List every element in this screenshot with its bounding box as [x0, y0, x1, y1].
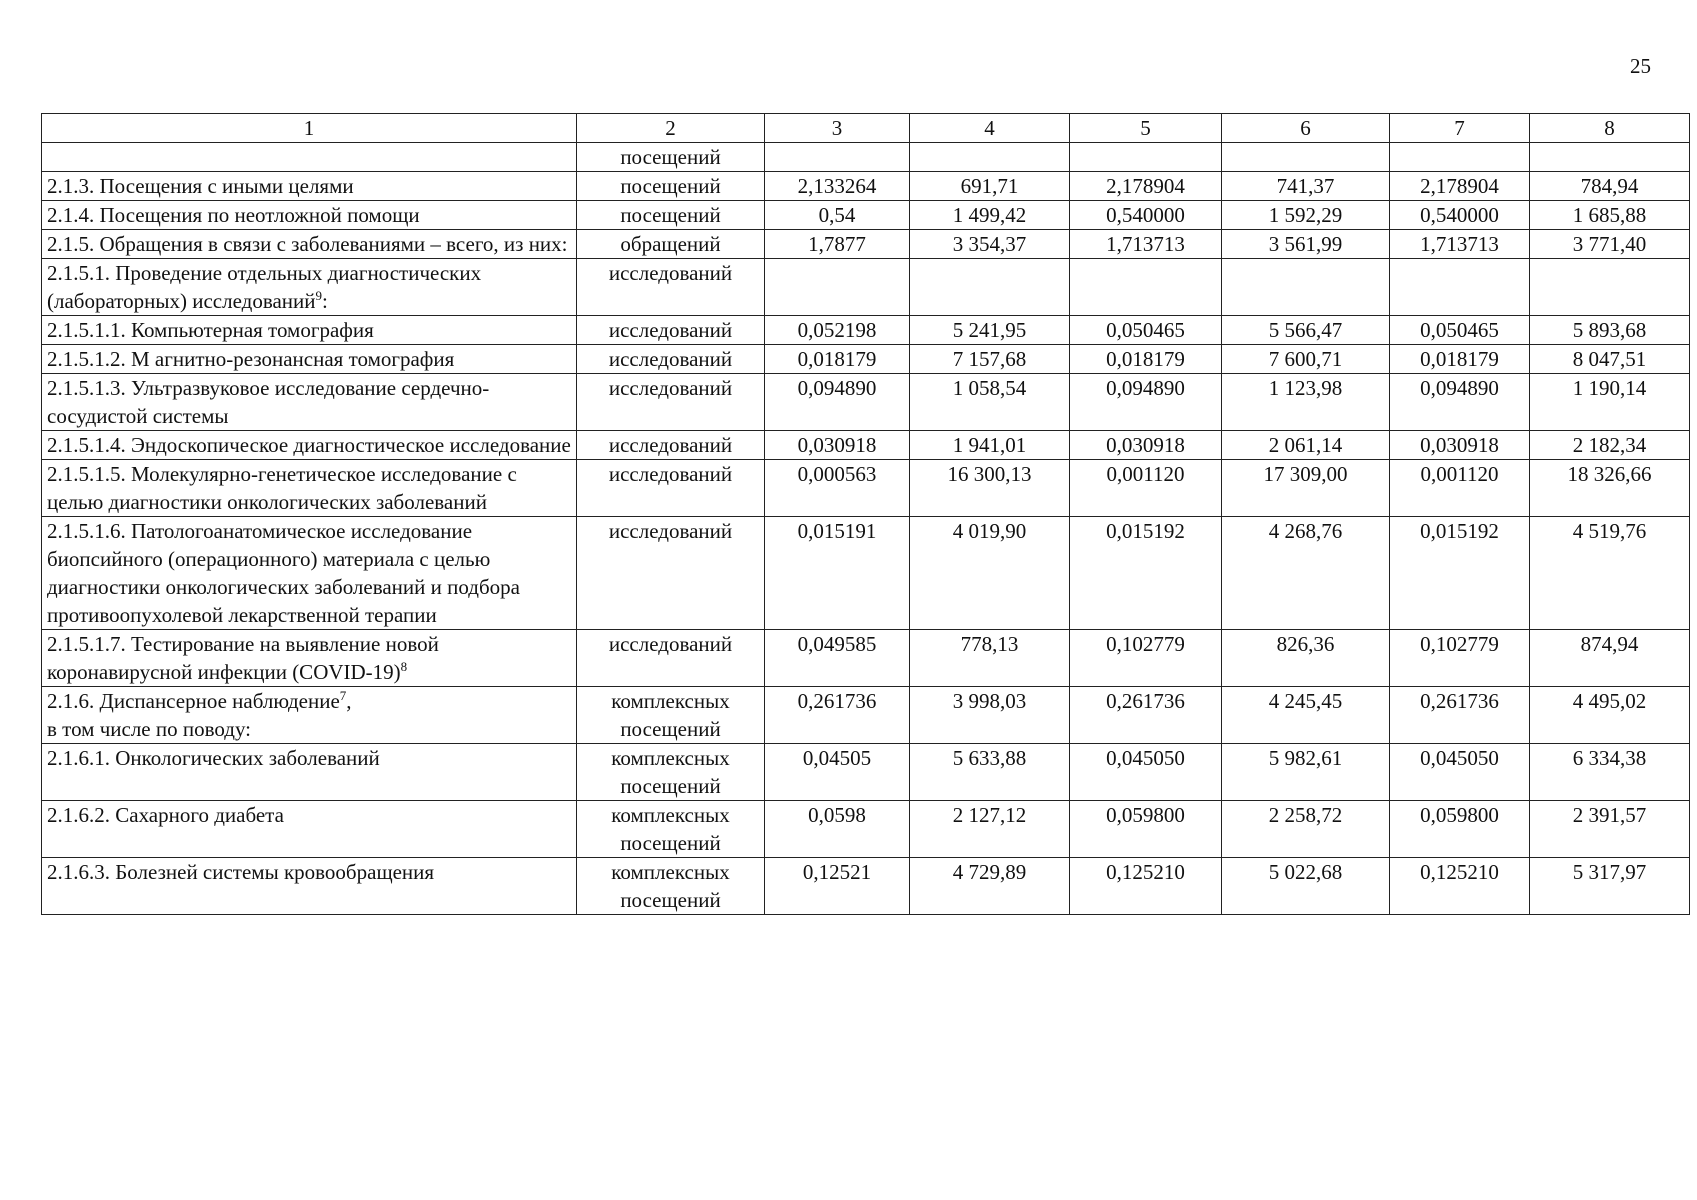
row-unit-cell: посещений — [577, 201, 765, 230]
table-body — [42, 143, 1690, 915]
column-header: 2 — [577, 114, 765, 143]
row-name-cell — [42, 230, 577, 259]
value-cell: 1 058,54 — [910, 374, 1070, 431]
table-row — [42, 460, 1690, 517]
row-unit-cell: посещений — [577, 172, 765, 201]
row-unit-cell: обращений — [577, 230, 765, 259]
page-number: 25 — [1630, 54, 1651, 78]
value-cell: 741,37 — [1222, 172, 1390, 201]
value-cell: 0,018179 — [1070, 345, 1222, 374]
row-name: 2.1.6.2. Сахарного диабета — [47, 803, 284, 827]
column-header: 8 — [1530, 114, 1690, 143]
column-header: 6 — [1222, 114, 1390, 143]
header-row — [42, 114, 1690, 143]
value-cell: 17 309,00 — [1222, 460, 1390, 517]
value-cell: 1 685,88 — [1530, 201, 1690, 230]
value-cell: 0,030918 — [765, 431, 910, 460]
value-cell: 6 334,38 — [1530, 744, 1690, 801]
table-row — [42, 230, 1690, 259]
value-cell: 1,7877 — [765, 230, 910, 259]
table-row — [42, 801, 1690, 858]
value-cell: 5 893,68 — [1530, 316, 1690, 345]
value-cell: 4 268,76 — [1222, 517, 1390, 630]
table-row — [42, 316, 1690, 345]
value-cell: 0,125210 — [1070, 858, 1222, 915]
value-cell: 0,030918 — [1390, 431, 1530, 460]
row-unit-cell: исследований — [577, 259, 765, 316]
row-name: 2.1.6.1. Онкологических заболеваний — [47, 746, 380, 770]
value-cell: 2 127,12 — [910, 801, 1070, 858]
row-unit-cell: комплексных посещений — [577, 858, 765, 915]
row-unit-cell: исследований — [577, 316, 765, 345]
row-name: 2.1.6. Диспансерное наблюдение — [47, 689, 340, 713]
row-name: 2.1.5.1.7. Тестирование на выявление новой коронавирусной инфекции (COVID-19) — [47, 632, 439, 684]
value-cell: 3 561,99 — [1222, 230, 1390, 259]
value-cell: 1 190,14 — [1530, 374, 1690, 431]
row-unit-cell: исследований — [577, 630, 765, 687]
value-cell: 826,36 — [1222, 630, 1390, 687]
row-name-cell — [42, 801, 577, 858]
row-name-cell — [42, 517, 577, 630]
table-row — [42, 374, 1690, 431]
value-cell — [1390, 143, 1530, 172]
value-cell: 1 941,01 — [910, 431, 1070, 460]
value-cell: 2 182,34 — [1530, 431, 1690, 460]
value-cell: 18 326,66 — [1530, 460, 1690, 517]
row-unit-cell: посещений — [577, 143, 765, 172]
row-name-cell — [42, 345, 577, 374]
table-row — [42, 517, 1690, 630]
value-cell: 1 499,42 — [910, 201, 1070, 230]
row-name: 2.1.5.1.4. Эндоскопическое диагностическое исследование — [47, 433, 571, 457]
value-cell — [910, 143, 1070, 172]
value-cell: 0,261736 — [1390, 687, 1530, 744]
value-cell: 0,54 — [765, 201, 910, 230]
value-cell: 5 982,61 — [1222, 744, 1390, 801]
table-row — [42, 259, 1690, 316]
row-unit-cell: исследований — [577, 431, 765, 460]
column-header: 5 — [1070, 114, 1222, 143]
value-cell — [765, 259, 910, 316]
value-cell: 0,001120 — [1390, 460, 1530, 517]
value-cell: 7 157,68 — [910, 345, 1070, 374]
value-cell: 784,94 — [1530, 172, 1690, 201]
row-name-cell — [42, 143, 577, 172]
value-cell — [910, 259, 1070, 316]
value-cell: 0,04505 — [765, 744, 910, 801]
row-name-suffix: , — [346, 689, 352, 713]
table-row — [42, 687, 1690, 744]
value-cell: 0,094890 — [765, 374, 910, 431]
column-header: 1 — [42, 114, 577, 143]
row-name-cell — [42, 630, 577, 687]
value-cell: 0,261736 — [765, 687, 910, 744]
value-cell: 0,261736 — [1070, 687, 1222, 744]
value-cell: 1,713713 — [1390, 230, 1530, 259]
row-name: 2.1.4. Посещения по неотложной помощи — [47, 203, 420, 227]
value-cell: 4 495,02 — [1530, 687, 1690, 744]
row-name-cell — [42, 316, 577, 345]
row-name: 2.1.5.1.2. М агнитно-резонансная томография — [47, 347, 455, 371]
value-cell: 0,052198 — [765, 316, 910, 345]
value-cell: 1,713713 — [1070, 230, 1222, 259]
value-cell: 2,178904 — [1390, 172, 1530, 201]
value-cell: 0,102779 — [1390, 630, 1530, 687]
value-cell: 4 245,45 — [1222, 687, 1390, 744]
value-cell: 691,71 — [910, 172, 1070, 201]
value-cell: 3 771,40 — [1530, 230, 1690, 259]
value-cell: 4 019,90 — [910, 517, 1070, 630]
value-cell: 0,018179 — [765, 345, 910, 374]
table-row — [42, 858, 1690, 915]
data-table — [41, 113, 1690, 915]
table-row — [42, 345, 1690, 374]
row-unit-cell: исследований — [577, 345, 765, 374]
value-cell: 4 519,76 — [1530, 517, 1690, 630]
row-unit-cell: комплексных посещений — [577, 801, 765, 858]
value-cell — [1070, 259, 1222, 316]
value-cell — [1070, 143, 1222, 172]
value-cell: 5 633,88 — [910, 744, 1070, 801]
row-name: 2.1.5.1.5. Молекулярно-генетическое исследование с целью диагностики онкологических заболеваний — [47, 462, 517, 514]
value-cell: 0,015192 — [1070, 517, 1222, 630]
value-cell: 4 729,89 — [910, 858, 1070, 915]
value-cell: 2,133264 — [765, 172, 910, 201]
value-cell — [765, 143, 910, 172]
row-unit-cell: исследований — [577, 460, 765, 517]
value-cell — [1222, 259, 1390, 316]
value-cell: 5 241,95 — [910, 316, 1070, 345]
row-name-cell — [42, 201, 577, 230]
row-name: 2.1.5.1.6. Патологоанатомическое исследование биопсийного (операционного) материала с целью диагностики онкологических заболеваний и подбора противоопухолевой лекарственной терапии — [47, 519, 520, 627]
row-name: 2.1.3. Посещения с иными целями — [47, 174, 354, 198]
row-name: 2.1.5. Обращения в связи с заболеваниями – всего, из них: — [47, 232, 568, 256]
table-row — [42, 630, 1690, 687]
value-cell: 3 354,37 — [910, 230, 1070, 259]
table-row — [42, 744, 1690, 801]
value-cell: 3 998,03 — [910, 687, 1070, 744]
row-name: 2.1.5.1.3. Ультразвуковое исследование сердечно-сосудистой системы — [47, 376, 490, 428]
value-cell — [1222, 143, 1390, 172]
row-name-cell — [42, 858, 577, 915]
value-cell: 0,059800 — [1390, 801, 1530, 858]
table-row — [42, 431, 1690, 460]
row-name-cell — [42, 460, 577, 517]
value-cell: 0,015191 — [765, 517, 910, 630]
value-cell: 0,094890 — [1390, 374, 1530, 431]
value-cell: 2,178904 — [1070, 172, 1222, 201]
column-header: 7 — [1390, 114, 1530, 143]
row-name-cell — [42, 259, 577, 316]
value-cell: 0,0598 — [765, 801, 910, 858]
row-name-cell — [42, 374, 577, 431]
value-cell: 0,059800 — [1070, 801, 1222, 858]
row-name-cell — [42, 172, 577, 201]
value-cell: 5 566,47 — [1222, 316, 1390, 345]
table-row — [42, 143, 1690, 172]
value-cell — [1530, 143, 1690, 172]
row-unit-cell: исследований — [577, 517, 765, 630]
table-row — [42, 201, 1690, 230]
row-name: 2.1.5.1. Проведение отдельных диагностических (лабораторных) исследований — [47, 261, 482, 313]
value-cell: 0,125210 — [1390, 858, 1530, 915]
value-cell — [1390, 259, 1530, 316]
value-cell: 5 317,97 — [1530, 858, 1690, 915]
value-cell: 1 592,29 — [1222, 201, 1390, 230]
value-cell: 1 123,98 — [1222, 374, 1390, 431]
row-name: 2.1.6.3. Болезней системы кровообращения — [47, 860, 435, 884]
footnote-marker: 9 — [315, 288, 323, 303]
row-name-line2: в том числе по поводу: — [47, 717, 252, 741]
value-cell — [1530, 259, 1690, 316]
footnote-marker: 8 — [400, 659, 408, 674]
value-cell: 5 022,68 — [1222, 858, 1390, 915]
value-cell: 16 300,13 — [910, 460, 1070, 517]
column-header: 3 — [765, 114, 910, 143]
value-cell: 778,13 — [910, 630, 1070, 687]
value-cell: 0,12521 — [765, 858, 910, 915]
row-name-cell — [42, 687, 577, 744]
value-cell: 0,000563 — [765, 460, 910, 517]
value-cell: 7 600,71 — [1222, 345, 1390, 374]
row-unit-cell: комплексных посещений — [577, 687, 765, 744]
value-cell: 0,045050 — [1390, 744, 1530, 801]
value-cell: 0,050465 — [1390, 316, 1530, 345]
value-cell: 2 258,72 — [1222, 801, 1390, 858]
footnote-marker: 7 — [339, 688, 347, 703]
value-cell: 0,102779 — [1070, 630, 1222, 687]
row-unit-cell: исследований — [577, 374, 765, 431]
value-cell: 0,049585 — [765, 630, 910, 687]
row-name-suffix: : — [322, 289, 328, 313]
value-cell: 0,030918 — [1070, 431, 1222, 460]
value-cell: 2 391,57 — [1530, 801, 1690, 858]
value-cell: 0,094890 — [1070, 374, 1222, 431]
value-cell: 0,045050 — [1070, 744, 1222, 801]
row-name-cell — [42, 431, 577, 460]
value-cell: 0,050465 — [1070, 316, 1222, 345]
value-cell: 0,001120 — [1070, 460, 1222, 517]
value-cell: 0,015192 — [1390, 517, 1530, 630]
column-header: 4 — [910, 114, 1070, 143]
value-cell: 874,94 — [1530, 630, 1690, 687]
value-cell: 0,540000 — [1070, 201, 1222, 230]
table-row — [42, 172, 1690, 201]
value-cell: 2 061,14 — [1222, 431, 1390, 460]
value-cell: 8 047,51 — [1530, 345, 1690, 374]
row-unit-cell: комплексных посещений — [577, 744, 765, 801]
value-cell: 0,540000 — [1390, 201, 1530, 230]
row-name-cell — [42, 744, 577, 801]
value-cell: 0,018179 — [1390, 345, 1530, 374]
row-name: 2.1.5.1.1. Компьютерная томография — [47, 318, 374, 342]
